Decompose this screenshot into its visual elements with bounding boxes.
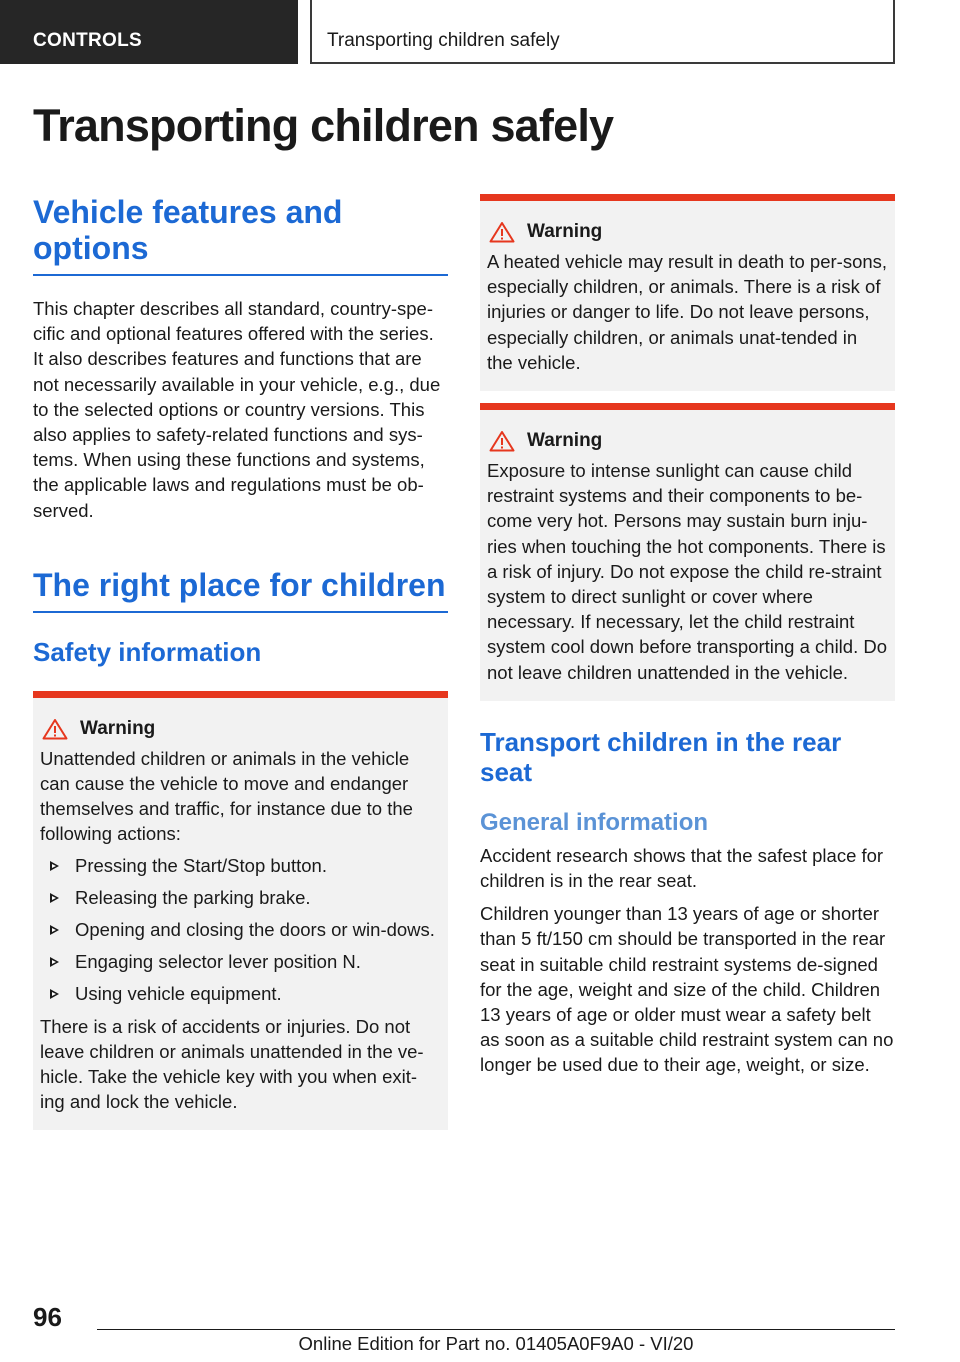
warning-action-list	[40, 853, 441, 1007]
heading-rule	[33, 274, 448, 276]
page-title: Transporting children safely	[33, 100, 614, 151]
header-chapter-title: Transporting children safely	[327, 30, 560, 51]
header-divider	[310, 0, 312, 64]
warning-box-heated-vehicle	[480, 194, 895, 391]
warning-box-unattended	[33, 691, 448, 1131]
triangle-bullet-icon	[50, 893, 59, 903]
warning-triangle-icon	[489, 430, 515, 452]
heading-right-place: The right place for children	[33, 566, 446, 603]
warning-label: Warning	[80, 717, 156, 739]
list-item: Engaging selector lever position N.	[40, 949, 441, 974]
list-item: Using vehicle equipment.	[40, 981, 441, 1006]
warning-header	[487, 428, 888, 454]
list-item: Opening and closing the doors or win-dows.	[40, 917, 441, 942]
warning-header	[487, 219, 888, 245]
triangle-bullet-icon	[50, 957, 59, 967]
heading-general-information: General information	[480, 808, 709, 836]
vehicle-features-text: This chapter describes all standard, country-spe-cific and optional features offered with the series. It also describes features and functions that are not necessarily available in your vehicle, e.g., due to the selected options or country versions. This also applies to safety-related functions and sys-tems. When using these functions and systems, the applicable laws and regulations must be ob-served.	[33, 298, 441, 521]
triangle-bullet-icon	[50, 989, 59, 999]
header-right-border	[893, 0, 895, 64]
right-column	[480, 194, 895, 1078]
list-item: Pressing the Start/Stop button.	[40, 853, 441, 878]
general-info-para-2: Children younger than 13 years of age or shorter than 5 ft/150 cm should be transported in the rear seat in suitable child restraint systems de-signed for the age, weight and size of the child. Children 13 years of age or older must wear a safety belt as soon as a suitable child restraint system can no longer be used due to their age, weight, or size.	[480, 903, 894, 1076]
warning-triangle-icon	[42, 718, 68, 740]
warning-box-sunlight	[480, 403, 895, 701]
warning-text: Exposure to intense sunlight can cause child restraint systems and their components to be-come very hot. Persons may sustain burn inju-ries when touching the hot components. There is a risk of injury. Do not expose the child re-straint system to direct sunlight or cover where necessary. If necessary, let the child restraint system cool down before transporting a child. Do not leave children unattended in the vehicle.	[487, 460, 888, 683]
triangle-bullet-icon	[50, 861, 59, 871]
warning-outro: There is a risk of accidents or injuries. Do not leave children or animals unattended in the ve-hicle. Take the vehicle key with you when exit-ing and lock the vehicle.	[40, 1015, 424, 1113]
list-item: Releasing the parking brake.	[40, 885, 441, 910]
warning-text: A heated vehicle may result in death to per-sons, especially children, or animals. There is a risk of injuries or danger to life. Do not leave persons, especially children, or animals unat-tended in the vehicle.	[487, 251, 888, 373]
header-section-label: CONTROLS	[33, 30, 143, 51]
heading-rule	[33, 611, 448, 613]
left-column	[33, 194, 448, 1130]
warning-header	[40, 716, 441, 742]
warning-triangle-icon	[489, 221, 515, 243]
warning-label: Warning	[527, 430, 603, 452]
triangle-bullet-icon	[50, 925, 59, 935]
warning-intro: Unattended children or animals in the vehicle can cause the vehicle to move and endanger themselves and traffic, for instance due to the following actions:	[40, 747, 413, 845]
header-bottom-line	[310, 62, 895, 64]
general-info-para-1: Accident research shows that the safest place for children is in the rear seat.	[480, 844, 884, 892]
page-number: 96	[33, 1302, 62, 1332]
warning-label: Warning	[527, 221, 603, 242]
heading-rear-seat: Transport children in the rear seat	[480, 726, 842, 787]
footer-edition: Online Edition for Part no. 01405A0F9A0 - VI/20	[298, 1333, 694, 1354]
footer-rule	[97, 1329, 895, 1330]
heading-safety-information: Safety information	[33, 636, 262, 667]
heading-vehicle-features: Vehicle features and options	[33, 194, 343, 266]
